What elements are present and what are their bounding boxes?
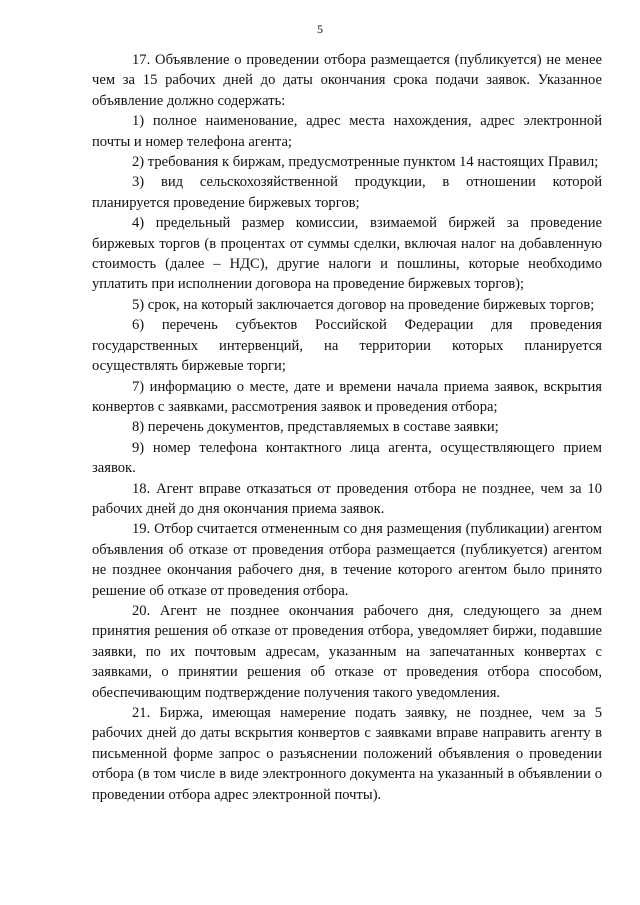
paragraph-18: 18. Агент вправе отказаться от проведения отбора не позднее, чем за 10 рабочих дней до дня окончания приема заявок. xyxy=(92,480,602,517)
page-number: 5 xyxy=(317,22,323,36)
list-item-3: 3) вид сельскохозяйственной продукции, в отношении которой планируется проведение биржевых торгов; xyxy=(92,174,602,211)
list-item-7: 7) информацию о месте, дате и времени начала приема заявок, вскрытия конвертов с заявками, рассмотрения заявок и проведения отбора; xyxy=(92,378,602,415)
paragraph-17: 17. Объявление о проведении отбора размещается (публикуется) не менее чем за 15 рабочих дней до даты окончания срока подачи заявок. Указанное объявление должно содержать: xyxy=(92,52,602,109)
paragraph-19: 19. Отбор считается отмененным со дня размещения (публикации) агентом объявления об отказе от проведения отбора размещается (публикуется) агентом не позднее окончания рабочего дня, в течение которого агентом было принято решение об отказе от проведения отбора. xyxy=(92,521,602,599)
paragraph-20: 20. Агент не позднее окончания рабочего дня, следующего за днем принятия решения об отказе от проведения отбора, уведомляет биржи, подавшие заявки, по их почтовым адресам, указанным на запечатанных конвертах с заявками, о принятии решения об отказе от проведения отбора способом, обеспечивающим подтверждение получения такого уведомления. xyxy=(92,602,602,701)
list-item-2: 2) требования к биржам, предусмотренные пунктом 14 настоящих Правил; xyxy=(132,154,599,171)
list-item-5: 5) срок, на который заключается договор на проведение биржевых торгов; xyxy=(132,296,595,313)
list-item-4: 4) предельный размер комиссии, взимаемой биржей за проведение биржевых торгов (в процентах от суммы сделки, включая налог на добавленную стоимость (далее – НДС), другие налоги и пошлины, которые необходимо уплатить при исполнении договора на проведение биржевых торгов); xyxy=(92,215,602,293)
list-item-8: 8) перечень документов, представляемых в составе заявки; xyxy=(132,419,499,436)
paragraph-21: 21. Биржа, имеющая намерение подать заявку, не позднее, чем за 5 рабочих дней до даты вскрытия конвертов с заявками вправе направить агенту в письменной форме запрос о разъяснении положений объявления о проведении отбора (в том числе в виде электронного документа на указанный в объявлении о проведении отбора адрес электронной почты). xyxy=(92,705,602,803)
document-body xyxy=(92,50,602,805)
list-item-6: 6) перечень субъектов Российской Федерации для проведения государственных интервенций, на территории которых планируется осуществлять биржевые торги; xyxy=(92,317,602,375)
list-item-9: 9) номер телефона контактного лица агента, осуществляющего прием заявок. xyxy=(92,439,602,477)
list-item-1: 1) полное наименование, адрес места нахождения, адрес электронной почты и номер телефона агента; xyxy=(92,113,602,150)
